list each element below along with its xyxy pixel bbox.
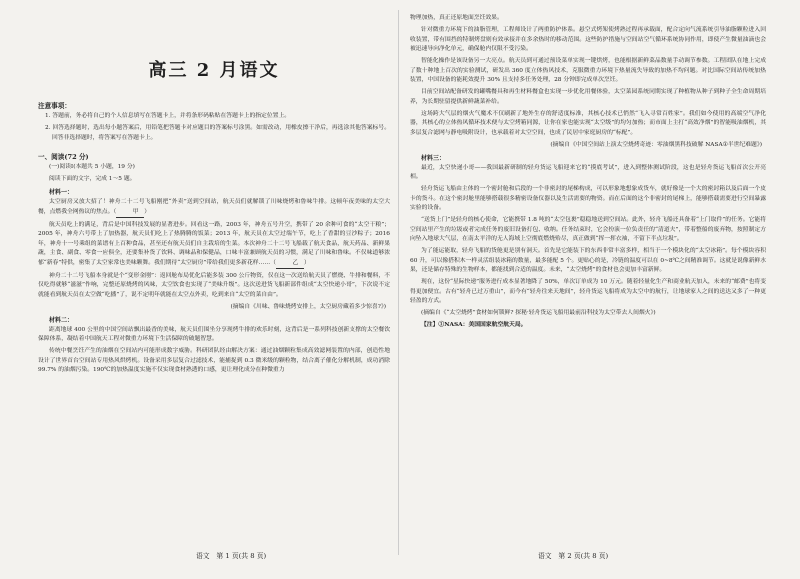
note-item-2: 2. 回答选择题时，选出每小题答案后，用铅笔把答题卡对应题目的答案标号涂黑。如需改动，用橡皮擦干净后，再选涂其他答案标号。回答非选择题时，将答案写在答题卡上。 <box>45 125 390 141</box>
notes-heading: 注意事项： <box>38 102 71 110</box>
notes-list <box>38 112 390 143</box>
material-2-paragraph-1: 距离地球 400 公里的中国空间站飘出最香的美味，航天员们围坐分享现烤牛排的欢乐时刻，这背后是一系列科技创新支撑的太空餐饮保障体系，凝结着中国航天工程对微重力环境下生活保障的破题智慧。 <box>38 326 390 342</box>
material-3-paragraph-5: 现在，这份“星际快递”服务进行成本显著地降了 50%，单次订单成为 10 万元。随着轻量化生产和商业航天加入，未来的“邮费”也将变得更加便宜。古有“轻舟已过万重山”，而今有“轻舟往来天地间”，轻舟货运飞船将成为太空中的航行，让地球家人之间的送达又多了一种更轻盈的方式。 <box>410 279 766 304</box>
footnote: 【注】①NASA：美国国家航空航天局。 <box>421 322 527 328</box>
note-item-1: 1. 答题前，务必将自己的个人信息填写在答题卡上，并将条形码粘贴在答题卡上的指定位置上。 <box>45 113 291 119</box>
section-heading: 一、阅读(72 分) <box>38 153 89 161</box>
material-3-label: 材料三： <box>421 154 446 162</box>
m1-p2-text: 航天员吃上的满足，背后是中国科技发展的显著进步。回看这一路，2003 年，神舟五号升空，携带了 20 余种可食的“太空干粮”；2005 年，神舟六号带上了加热器，航天员们吃上了热腾腾的饭菜；2013 年，航天员在太空过端午节，吃上了香甜的豆沙粽子；2016 年，神舟十一号乘组的菜谱有上百种食品，甚至还有航天员们自主栽培的生菜。本次神舟二十二号飞船载了航天食品，航天药品、新鲜果蔬，主食、副食、零食一应俱全，还要集补货了饮料、调味品和保健品，口味丰富兼顾航天员的习惯，满足了川味和鲁味。不仅味道够浓郁“新春”特供，密集了太空家常也美味颗舞。我们期待“太空厨房”带给我们更多新花样…… <box>38 221 390 266</box>
m1-p1-text: 太空厨房又放大招了！神舟二十二号飞船刚把“外卖”送到空间站，航天员们就解锁了川味烧烤和鲁味牛排。这顿年夜美味的太空大餐，点燃我全网热议的焦点。 <box>38 199 390 215</box>
material-2-label: 材料二： <box>49 316 74 324</box>
exam-title: 高三 2 月语文 <box>148 60 280 81</box>
material-1-paragraph-3: 神舟二十二号飞船本身就是个“变形金刚”：返回舱布局优化后能多装 300 公斤物资，仅在这一次送给航天员了燃烧、牛排和餐料，不仅吃得就够“滋滋”作响，完整还原烧烤的风味，太空饮食也实现了“美味升级”。这次送进货飞船新部件组成“太空快递小哥”，下次说不定就能看到航天员在太空做“吃播”了，说不定明年就能在太空点外卖，吃到来自“太空的菜自由”。 <box>38 272 390 298</box>
material-1-paragraph-2: 航天员吃上的满足，背后是中国科技发展的显著进步。回看这一路，2003 年，神舟五号升空，携带了 20 余种可食的“太空干粮”；2005 年，神舟六号带上了加热器，航天员们吃上了热腾腾的饭菜；2013 年，航天员在太空过端午节，吃上了香甜的豆沙粽子；2016 年，神舟十一号乘组的菜谱有上百种食品，甚至还有航天员们自主栽培的生菜。本次神舟二十二号飞船载了航天食品，航天药品、新鲜果蔬，主食、副食、零食一应俱全，还要集补货了饮料、调味品和保健品，口味丰富兼顾航天员的习惯，满足了川味和鲁味。不仅味道够浓郁“新春”特供，密集了太空家常也美味颗舞。我们期待“太空厨房”带给我们更多新花样……（ 乙 ） <box>38 221 390 270</box>
material-3-paragraph-1: 最近，太空快递小哥——我国最新研制的轻舟货运飞船迎来它的“摸底考试”，进入到整体测试阶段，这也是轻舟货运飞船首次公开亮相。 <box>410 164 766 180</box>
page-1-footer: 语文 第 1 页(共 8 页) <box>196 552 267 560</box>
page-divider <box>398 10 399 555</box>
material-3-source: (摘编自《“太空烧烤”食材如何锁鲜? 探秘·轻舟货运飞船用最前沿科技为太空带去人间烟火》) <box>421 310 656 316</box>
material-2-paragraph-3: 物理加热，真正还原地面烹饪效果。 <box>410 15 503 21</box>
material-1-label: 材料一： <box>49 189 74 196</box>
material-3-paragraph-2: 轻舟货运飞船由主体的一个密封舱和后段的一个非密封的尾梯构成，可以形象地想象成货车，就好像是一个大的密封箱以及后面一个皮卡的货斗。在这个密封舱里能够搭载很多精密设备仪器以及生活需要的物资。而在后面的这个非密封的尾梯上，能够搭载需要进行空间暴露实验的设备。 <box>410 186 766 211</box>
subsection-heading: (一)阅读Ⅰ(本题共 5 小题，19 分) <box>49 164 135 170</box>
material-2-paragraph-2: 传统中餐烹饪产生的油烟在空间站内可能形成数字威胁。科研团队经由解决方案：通过油烟颗粒集成高效滤网装置的内部，创造性地设计了世界首台空间站专用热风烘烤机。设备采用多层复合过滤技术，能捕捉到 0.3 微米级的颗粒物，结合离子催化分解机制，成功消除 99.7% 的油烟污染。190℃的加热温度实施不仅实现食材熟透的口感，更让理化成分在种微重力 <box>38 348 390 373</box>
material-2-source: (摘编自《中国空间站上演太空烧烤奇迹：零油烟黑科技破解 NASA①半世纪难题》) <box>550 141 762 148</box>
material-2-paragraph-5: 智能化操作是该设备另一大亮点。航天员到可通过预设菜单实现一键烘烤，也能根据新鲜菜品数量手动调节参数。工程团队在地上完成了数十种地上百次的实验测试，研发出 360 度立体热风技术，克服微重力环境下热量流失导致的加热不均问题。对比国际空间站传统加热装置，中国设备的能耗效提升 30% 且支持多任务处理，28 分钟即完成单次烹饪。 <box>410 58 766 83</box>
material-1-paragraph-1: 太空厨房又放大招了！神舟二十二号飞船刚把“外卖”送到空间站，航天员们就解锁了川味烧烤和鲁味牛排。这顿年夜美味的太空大餐，点燃我全网热议的焦点。（ 甲 ） <box>38 198 390 218</box>
page-2-footer: 语文 第 2 页(共 8 页) <box>538 552 609 560</box>
reading-instructions: 阅读下面的文字，完成 1～5 题。 <box>49 176 136 182</box>
blank-jia: 甲 <box>116 208 144 219</box>
material-1-source: (摘编自《川味、鲁味烧烤安排上，太空厨房藏着多少惊喜?》) <box>230 303 386 310</box>
material-2-paragraph-6: 目前空间站配备研发的罐嘴餐具和再生材料餐盒也实现一步优化用餐体验，太空菜园系统同期实现了种植物从种子到种子全生命周期培养，为长期驻留提供新鲜蔬菜补给。 <box>410 89 766 105</box>
material-2-paragraph-4: 针对微重力环境下的油脂管理，工程师设计了两重防护体系。悬空式烤架使烤熟过程再承载面，配合定向气流系统引导油脂颗粒进入回收装置，带有围挡的特制烤盘则有效承接并在多余热时的移动范围。这些防护措施与空间站空气循环系统协同作用，即使产生微量油滴也会被迅速导向净化单元，确保舱内仅限不受污染。 <box>410 27 766 52</box>
material-2-paragraph-7: 这场跨大气层的烟火气魔术不仅刷新了地外生存的舒适度标准，其核心技术已悄然“飞入寻常百姓家”。我们如今使用的高端空气净化器，其核心的立体热风循环技术便与太空烤箱同源，让你在家也能实现“太空级”的均匀加热；而市面上主打“高效净烟”的智能吸油烟机，其多层复合滤网与静电吸附设计，也承载着对太空空间，也成了民居中家庭厨房的“标配”。 <box>410 110 766 136</box>
page-2 <box>410 0 766 333</box>
material-3-paragraph-4: 为了能运能取，轻舟飞船的货舱更是别有洞天。首先是它能装下的东西非常丰富多样，相当于一个模块化的“太空冰箱”。每个模块容积 60 升，可以像搭积木一样灵活组装冰箱的数量，最多能配 5 个。更贴心的是，冷链的温度可以在 0~8℃之间精准调节。这就是说像新鲜水果，还是储存特殊的生物样本，都能找到合适的温度。未来，“太空烧烤”的食材也会更加丰富新鲜。 <box>410 248 766 273</box>
blank-yi: 乙 <box>276 259 304 270</box>
page-1 <box>38 0 390 378</box>
material-3-paragraph-3: “送货上门”是轻舟的核心使命，它能携带 1.8 吨的“太空包裹”稳稳地送到空间站。此外，轻舟飞船还具备着“上门取件”的任务。它能将空间站里产生的垃圾或者完成任务的废旧设备打包、收纳。任务结束时，它会扮演一位负责任的“清道夫”，带着整船的废弃物，按照制定方向坠入地球大气层，在南太平洋的无人海域上空彻底燃烧殆尽，真正做到“挥一挥衣袖，不留下半点垃圾”。 <box>410 217 766 242</box>
